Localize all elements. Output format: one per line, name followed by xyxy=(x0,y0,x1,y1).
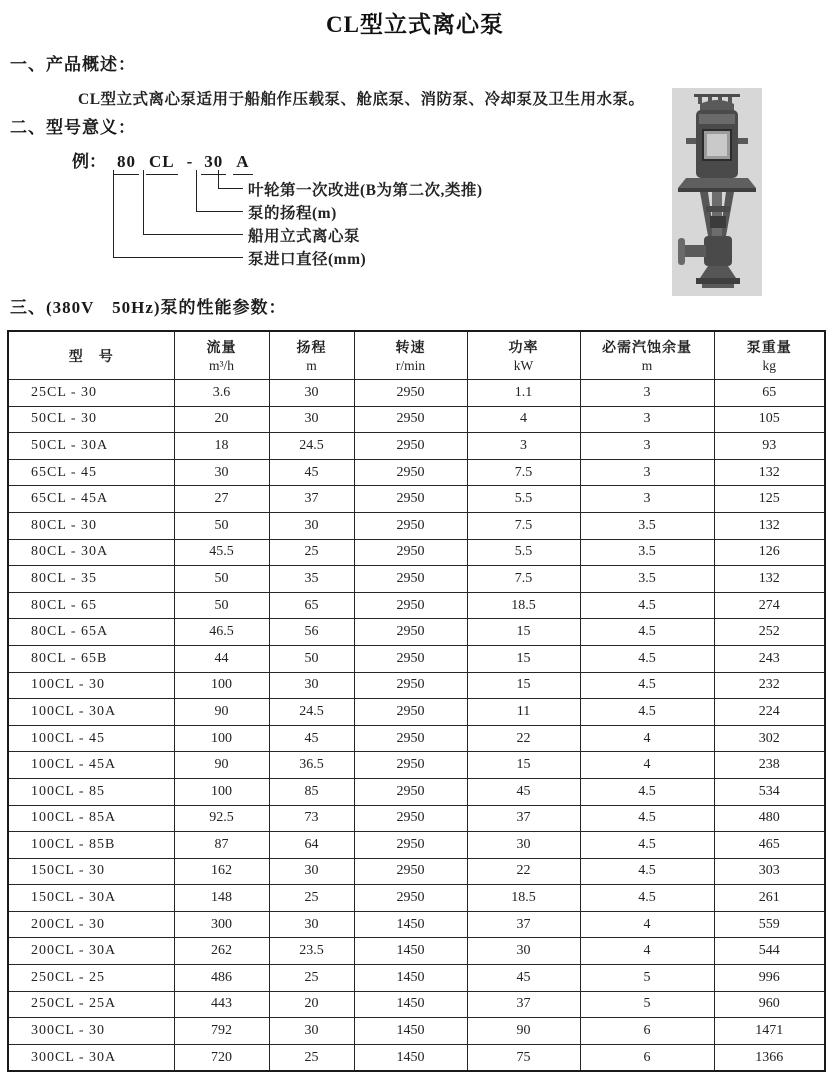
model-label-head: 泵的扬程(m) xyxy=(248,205,337,222)
model-cell: 300CL - 30 xyxy=(8,1018,174,1045)
value-cell: 7.5 xyxy=(467,459,580,486)
value-cell: 25 xyxy=(269,539,354,566)
value-cell: 2950 xyxy=(354,486,467,513)
value-cell: 4.5 xyxy=(580,672,714,699)
column-header xyxy=(714,331,825,380)
value-cell: 20 xyxy=(269,991,354,1018)
value-cell: 2950 xyxy=(354,592,467,619)
value-cell: 3 xyxy=(580,406,714,433)
value-cell: 2950 xyxy=(354,433,467,460)
model-cell: 80CL - 30 xyxy=(8,512,174,539)
value-cell: 30 xyxy=(269,1018,354,1045)
model-cell: 100CL - 45A xyxy=(8,752,174,779)
value-cell: 3 xyxy=(580,486,714,513)
model-cell: 150CL - 30A xyxy=(8,885,174,912)
value-cell: 243 xyxy=(714,645,825,672)
model-cell: 300CL - 30A xyxy=(8,1044,174,1071)
value-cell: 30 xyxy=(467,938,580,965)
value-cell: 15 xyxy=(467,619,580,646)
value-cell: 18.5 xyxy=(467,885,580,912)
section-heading-parameters: 三、(380V 50Hz)泵的性能参数： xyxy=(10,298,287,317)
value-cell: 37 xyxy=(269,486,354,513)
value-cell: 4.5 xyxy=(580,885,714,912)
page-title: CL型立式离心泵 xyxy=(326,12,504,37)
value-cell: 4.5 xyxy=(580,645,714,672)
column-header-unit: r/min xyxy=(395,358,426,373)
value-cell: 30 xyxy=(269,911,354,938)
value-cell: 480 xyxy=(714,805,825,832)
value-cell: 22 xyxy=(467,725,580,752)
model-token-head: 30 xyxy=(201,152,226,175)
value-cell: 35 xyxy=(269,566,354,593)
value-cell: 30 xyxy=(269,858,354,885)
value-cell: 2950 xyxy=(354,778,467,805)
value-cell: 1.1 xyxy=(467,380,580,407)
value-cell: 792 xyxy=(174,1018,269,1045)
value-cell: 232 xyxy=(714,672,825,699)
value-cell: 7.5 xyxy=(467,512,580,539)
value-cell: 50 xyxy=(174,566,269,593)
value-cell: 24.5 xyxy=(269,433,354,460)
table-body xyxy=(8,380,825,1072)
column-header-label: 流量 xyxy=(206,341,237,356)
model-cell: 100CL - 45 xyxy=(8,725,174,752)
table-row xyxy=(8,512,825,539)
value-cell: 45.5 xyxy=(174,539,269,566)
column-header xyxy=(8,331,174,380)
value-cell: 2950 xyxy=(354,645,467,672)
value-cell: 6 xyxy=(580,1044,714,1071)
column-header-unit: m³/h xyxy=(208,358,235,373)
table-row xyxy=(8,406,825,433)
model-cell: 200CL - 30A xyxy=(8,938,174,965)
pump-photo xyxy=(672,88,762,296)
value-cell: 5 xyxy=(580,991,714,1018)
value-cell: 105 xyxy=(714,406,825,433)
value-cell: 50 xyxy=(269,645,354,672)
value-cell: 1450 xyxy=(354,965,467,992)
value-cell: 3.5 xyxy=(580,539,714,566)
value-cell: 65 xyxy=(714,380,825,407)
value-cell: 1471 xyxy=(714,1018,825,1045)
table-row xyxy=(8,566,825,593)
column-header xyxy=(580,331,714,380)
model-token-inlet: 80 xyxy=(114,152,139,175)
value-cell: 92.5 xyxy=(174,805,269,832)
column-header-unit: kW xyxy=(513,358,534,373)
value-cell: 274 xyxy=(714,592,825,619)
value-cell: 559 xyxy=(714,911,825,938)
value-cell: 7.5 xyxy=(467,566,580,593)
value-cell: 37 xyxy=(467,911,580,938)
model-cell: 65CL - 45A xyxy=(8,486,174,513)
value-cell: 4.5 xyxy=(580,619,714,646)
value-cell: 3.5 xyxy=(580,566,714,593)
value-cell: 132 xyxy=(714,512,825,539)
model-cell: 100CL - 30 xyxy=(8,672,174,699)
value-cell: 45 xyxy=(269,725,354,752)
value-cell: 443 xyxy=(174,991,269,1018)
value-cell: 303 xyxy=(714,858,825,885)
value-cell: 50 xyxy=(174,512,269,539)
model-cell: 100CL - 85 xyxy=(8,778,174,805)
value-cell: 126 xyxy=(714,539,825,566)
column-header xyxy=(354,331,467,380)
value-cell: 25 xyxy=(269,885,354,912)
value-cell: 3 xyxy=(580,380,714,407)
value-cell: 4.5 xyxy=(580,699,714,726)
model-cell: 100CL - 30A xyxy=(8,699,174,726)
model-cell: 100CL - 85B xyxy=(8,832,174,859)
table-row xyxy=(8,539,825,566)
value-cell: 4 xyxy=(580,911,714,938)
value-cell: 4.5 xyxy=(580,778,714,805)
vertical-pump-illustration xyxy=(672,88,762,296)
value-cell: 56 xyxy=(269,619,354,646)
value-cell: 90 xyxy=(174,752,269,779)
value-cell: 100 xyxy=(174,672,269,699)
model-cell: 25CL - 30 xyxy=(8,380,174,407)
value-cell: 2950 xyxy=(354,858,467,885)
column-header-label: 转速 xyxy=(395,341,426,356)
table-row xyxy=(8,938,825,965)
table-row xyxy=(8,380,825,407)
value-cell: 238 xyxy=(714,752,825,779)
table-row xyxy=(8,778,825,805)
table-row xyxy=(8,619,825,646)
value-cell: 125 xyxy=(714,486,825,513)
value-cell: 1366 xyxy=(714,1044,825,1071)
value-cell: 11 xyxy=(467,699,580,726)
value-cell: 90 xyxy=(174,699,269,726)
model-label-inlet: 泵进口直径(mm) xyxy=(248,251,367,268)
value-cell: 30 xyxy=(269,512,354,539)
value-cell: 132 xyxy=(714,459,825,486)
performance-table xyxy=(7,330,826,1072)
value-cell: 85 xyxy=(269,778,354,805)
value-cell: 261 xyxy=(714,885,825,912)
value-cell: 30 xyxy=(467,832,580,859)
model-cell: 150CL - 30 xyxy=(8,858,174,885)
value-cell: 3.6 xyxy=(174,380,269,407)
model-cell: 80CL - 65B xyxy=(8,645,174,672)
table-row xyxy=(8,805,825,832)
value-cell: 1450 xyxy=(354,938,467,965)
value-cell: 2950 xyxy=(354,380,467,407)
model-cell: 80CL - 65 xyxy=(8,592,174,619)
value-cell: 65 xyxy=(269,592,354,619)
value-cell: 4.5 xyxy=(580,858,714,885)
value-cell: 5.5 xyxy=(467,539,580,566)
value-cell: 4 xyxy=(580,752,714,779)
value-cell: 302 xyxy=(714,725,825,752)
column-header-unit: m xyxy=(641,358,653,373)
value-cell: 486 xyxy=(174,965,269,992)
value-cell: 30 xyxy=(269,672,354,699)
table-header-row xyxy=(8,331,825,380)
column-header-unit: kg xyxy=(762,358,776,373)
model-cell: 65CL - 45 xyxy=(8,459,174,486)
model-cell: 80CL - 65A xyxy=(8,619,174,646)
connector-line-inlet xyxy=(113,170,243,258)
value-cell: 22 xyxy=(467,858,580,885)
table-row xyxy=(8,672,825,699)
value-cell: 2950 xyxy=(354,459,467,486)
model-example-prefix: 例： xyxy=(72,152,106,171)
value-cell: 46.5 xyxy=(174,619,269,646)
value-cell: 100 xyxy=(174,725,269,752)
section-heading-model: 二、型号意义： xyxy=(10,118,136,137)
value-cell: 30 xyxy=(174,459,269,486)
value-cell: 224 xyxy=(714,699,825,726)
value-cell: 4.5 xyxy=(580,592,714,619)
value-cell: 37 xyxy=(467,805,580,832)
section-heading-overview: 一、产品概述： xyxy=(10,55,136,74)
value-cell: 162 xyxy=(174,858,269,885)
value-cell: 534 xyxy=(714,778,825,805)
value-cell: 45 xyxy=(467,965,580,992)
table-row xyxy=(8,991,825,1018)
value-cell: 30 xyxy=(269,380,354,407)
model-label-impeller: 叶轮第一次改进(B为第二次,类推) xyxy=(248,182,483,199)
table-row xyxy=(8,592,825,619)
table-row xyxy=(8,699,825,726)
value-cell: 1450 xyxy=(354,991,467,1018)
value-cell: 3 xyxy=(467,433,580,460)
value-cell: 30 xyxy=(269,406,354,433)
value-cell: 3 xyxy=(580,433,714,460)
value-cell: 4 xyxy=(467,406,580,433)
value-cell: 1450 xyxy=(354,1018,467,1045)
performance-parameters-table xyxy=(7,330,826,1072)
model-token-impeller: A xyxy=(233,152,252,175)
column-header-label: 扬程 xyxy=(296,341,327,356)
table-row xyxy=(8,858,825,885)
value-cell: 996 xyxy=(714,965,825,992)
value-cell: 2950 xyxy=(354,832,467,859)
column-header-label: 型 号 xyxy=(68,349,114,365)
value-cell: 5.5 xyxy=(467,486,580,513)
model-cell: 250CL - 25A xyxy=(8,991,174,1018)
model-cell: 50CL - 30A xyxy=(8,433,174,460)
value-cell: 45 xyxy=(269,459,354,486)
model-cell: 80CL - 30A xyxy=(8,539,174,566)
value-cell: 18.5 xyxy=(467,592,580,619)
value-cell: 2950 xyxy=(354,539,467,566)
overview-paragraph: CL型立式离心泵适用于船舶作压载泵、舱底泵、消防泵、冷却泵及卫生用水泵。 xyxy=(78,91,645,108)
value-cell: 37 xyxy=(467,991,580,1018)
value-cell: 300 xyxy=(174,911,269,938)
value-cell: 25 xyxy=(269,965,354,992)
value-cell: 15 xyxy=(467,672,580,699)
table-row xyxy=(8,885,825,912)
model-token-series: CL xyxy=(146,152,178,175)
value-cell: 27 xyxy=(174,486,269,513)
table-row xyxy=(8,433,825,460)
model-token-dash: - xyxy=(186,152,193,171)
value-cell: 23.5 xyxy=(269,938,354,965)
value-cell: 4 xyxy=(580,725,714,752)
value-cell: 87 xyxy=(174,832,269,859)
value-cell: 262 xyxy=(174,938,269,965)
column-header-unit: m xyxy=(306,358,317,373)
value-cell: 465 xyxy=(714,832,825,859)
value-cell: 75 xyxy=(467,1044,580,1071)
value-cell: 2950 xyxy=(354,672,467,699)
table-row xyxy=(8,459,825,486)
value-cell: 2950 xyxy=(354,752,467,779)
value-cell: 5 xyxy=(580,965,714,992)
value-cell: 1450 xyxy=(354,911,467,938)
table-row xyxy=(8,645,825,672)
table-row xyxy=(8,1018,825,1045)
value-cell: 2950 xyxy=(354,566,467,593)
value-cell: 24.5 xyxy=(269,699,354,726)
value-cell: 73 xyxy=(269,805,354,832)
table-row xyxy=(8,752,825,779)
value-cell: 50 xyxy=(174,592,269,619)
value-cell: 4 xyxy=(580,938,714,965)
value-cell: 44 xyxy=(174,645,269,672)
table-row xyxy=(8,965,825,992)
column-header xyxy=(174,331,269,380)
table-row xyxy=(8,725,825,752)
value-cell: 6 xyxy=(580,1018,714,1045)
model-cell: 250CL - 25 xyxy=(8,965,174,992)
model-cell: 50CL - 30 xyxy=(8,406,174,433)
model-cell: 80CL - 35 xyxy=(8,566,174,593)
value-cell: 544 xyxy=(714,938,825,965)
value-cell: 3 xyxy=(580,459,714,486)
table-row xyxy=(8,911,825,938)
value-cell: 4.5 xyxy=(580,832,714,859)
value-cell: 720 xyxy=(174,1044,269,1071)
value-cell: 18 xyxy=(174,433,269,460)
value-cell: 45 xyxy=(467,778,580,805)
column-header xyxy=(269,331,354,380)
model-cell: 200CL - 30 xyxy=(8,911,174,938)
value-cell: 64 xyxy=(269,832,354,859)
value-cell: 132 xyxy=(714,566,825,593)
table-row xyxy=(8,832,825,859)
value-cell: 4.5 xyxy=(580,805,714,832)
table-row xyxy=(8,1044,825,1071)
column-header xyxy=(467,331,580,380)
value-cell: 15 xyxy=(467,645,580,672)
model-cell: 100CL - 85A xyxy=(8,805,174,832)
model-label-series: 船用立式离心泵 xyxy=(248,228,361,245)
value-cell: 25 xyxy=(269,1044,354,1071)
table-row xyxy=(8,486,825,513)
value-cell: 100 xyxy=(174,778,269,805)
column-header-label: 必需汽蚀余量 xyxy=(602,341,692,356)
value-cell: 960 xyxy=(714,991,825,1018)
column-header-label: 功率 xyxy=(508,341,539,356)
value-cell: 148 xyxy=(174,885,269,912)
column-header-label: 泵重量 xyxy=(746,341,792,356)
value-cell: 15 xyxy=(467,752,580,779)
value-cell: 36.5 xyxy=(269,752,354,779)
value-cell: 2950 xyxy=(354,512,467,539)
value-cell: 3.5 xyxy=(580,512,714,539)
value-cell: 93 xyxy=(714,433,825,460)
value-cell: 2950 xyxy=(354,885,467,912)
value-cell: 1450 xyxy=(354,1044,467,1071)
value-cell: 2950 xyxy=(354,406,467,433)
value-cell: 2950 xyxy=(354,699,467,726)
value-cell: 2950 xyxy=(354,805,467,832)
value-cell: 2950 xyxy=(354,619,467,646)
value-cell: 2950 xyxy=(354,725,467,752)
value-cell: 252 xyxy=(714,619,825,646)
value-cell: 20 xyxy=(174,406,269,433)
value-cell: 90 xyxy=(467,1018,580,1045)
